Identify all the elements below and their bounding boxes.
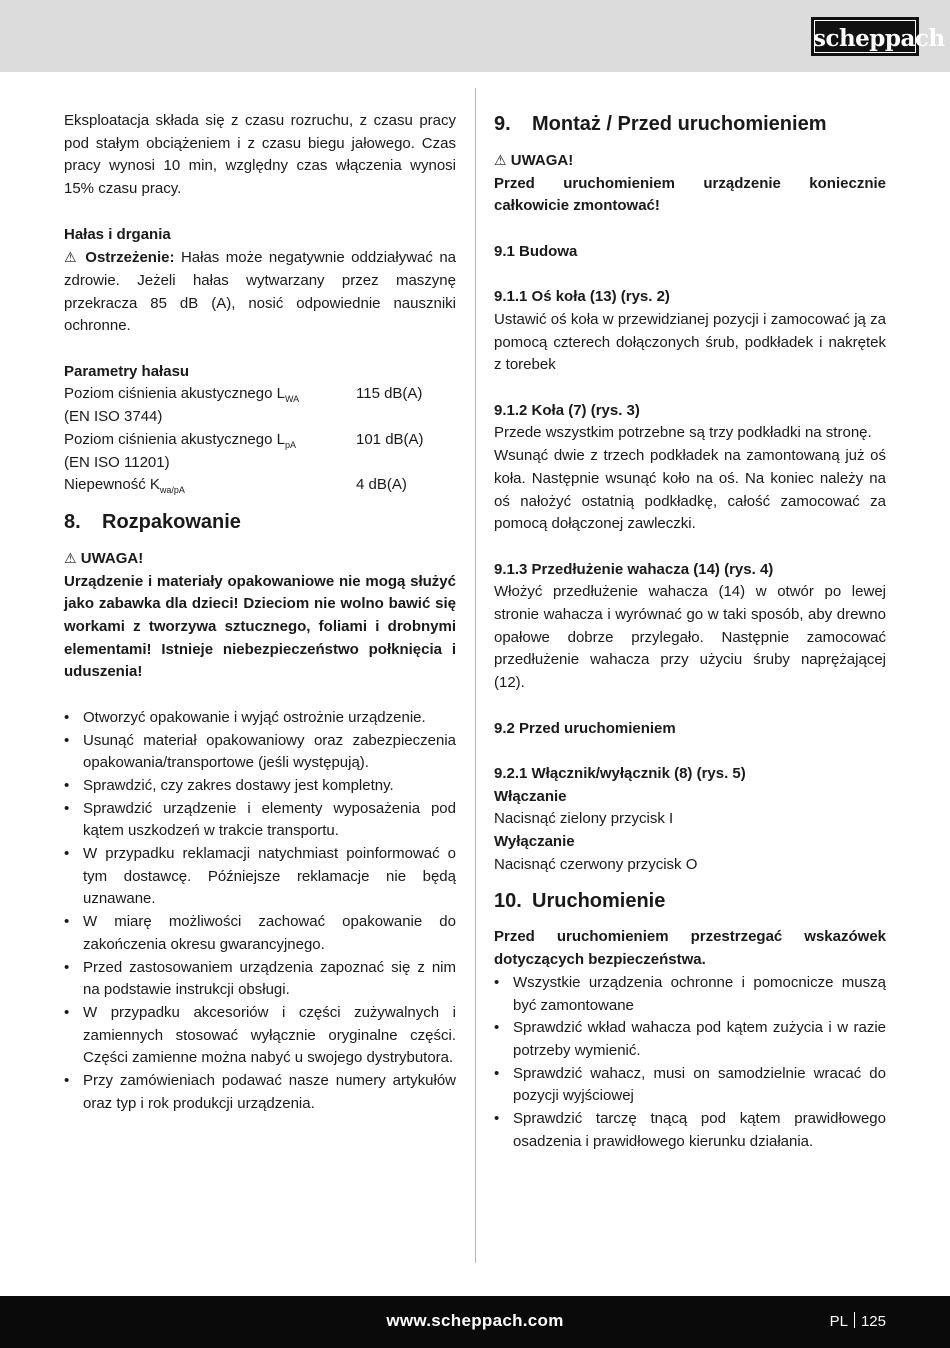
switch-on-text: Nacisnąć zielony przycisk I (494, 810, 674, 828)
param-row (64, 429, 456, 474)
separator (854, 1312, 855, 1328)
param-sub: pA (284, 439, 296, 450)
list-item: • W miarę możliwości zachować opakowanie do zakończenia okresu gwarancyjnego. (64, 911, 456, 956)
intro-paragraph: Eksploatacja składa się z czasu rozruchu, z czasu pracy pod stałym obciążeniem i z czasu biegu jałowego. Czas pracy wynosi 10 min, względny czas włączenia wynosi 15% czasu pracy. (64, 112, 456, 198)
noise-warning-text: Hałas może negatywnie oddziaływać na zdrowie. Jeżeli hałas wytwarzany przez maszynę przekracza 85 dB (A), nosić odpowiednie nauszniki ochronne. (64, 249, 457, 335)
warning-heading: ⚠ UWAGA! (494, 152, 574, 169)
subsection-9-2-1: 9.2.1 Włącznik/wyłącznik (8) (rys. 5) (494, 764, 746, 782)
page-header (0, 0, 950, 72)
page-number: 125 (860, 1313, 886, 1330)
list-item: • Sprawdzić tarczę tnącą pod kątem prawidłowego osadzenia i prawidłowego kierunku działania. (494, 1108, 886, 1153)
subsection-9-1-3-text: Włożyć przedłużenie wahacza (14) w otwór po lewej stronie wahacza i wyrównać go w taki sposób, aby drewno opałowe dobrze przylegało. Następnie zamocować przedłużenie wahacza przy użyciu śruby naprężającej (12). (494, 583, 886, 692)
list-item: • Usunąć materiał opakowaniowy oraz zabezpieczenia opakowania/transportowe (jeśli występują). (64, 730, 456, 775)
noise-heading: Hałas i drgania (64, 225, 171, 243)
subsection-9-1-2-text: Przede wszystkim potrzebne są trzy podkładki na stronę. (494, 424, 872, 442)
list-item: • W przypadku akcesoriów i części zużywalnych i zamiennych stosować wyłącznie oryginalne części. Części zamienne można nabyć u swojego dystrybutora. (64, 1002, 456, 1070)
subsection-9-1: 9.1 Budowa (494, 242, 578, 260)
section-10-heading: 10. Uruchomienie (494, 890, 666, 913)
list-item: • Sprawdzić wkład wahacza pod kątem zużycia i w razie potrzeby wymienić. (494, 1017, 886, 1062)
subsection-9-1-2-text-2: Wsunąć dwie z trzech podkładek na zamontowaną już oś koła. Następnie wsunąć koło na oś. Na koniec należy na oś nałożyć ostatnią podkładkę, całość zamocować za pomocą dołączonej zawleczki. (494, 447, 886, 533)
language-code: PL (829, 1313, 848, 1330)
param-row (64, 474, 456, 497)
startup-list (494, 972, 886, 1154)
noise-warning-label: Ostrzeżenie: (85, 249, 175, 267)
brand-logo: scheppach (811, 17, 919, 56)
param-value: 115 dB(A) (356, 385, 423, 403)
noise-warning (64, 246, 456, 338)
website-link[interactable]: www.scheppach.com (386, 1311, 564, 1330)
right-column (494, 110, 886, 1153)
switch-off-text: Nacisnąć czerwony przycisk O (494, 855, 698, 873)
section-8-heading: 8. Rozpakowanie (64, 510, 241, 533)
section-9-heading: 9. Montaż / Przed uruchomieniem (494, 113, 827, 135)
params-heading: Parametry hałasu (64, 362, 190, 380)
param-label-2: (EN ISO 11201) (64, 453, 170, 471)
param-sub: wa/pA (159, 485, 185, 496)
param-label: Niepewność K (64, 476, 160, 494)
param-row (64, 383, 456, 428)
subsection-9-1-1: 9.1.1 Oś koła (13) (rys. 2) (494, 288, 670, 306)
section-10-intro: Przed uruchomieniem przestrzegać wskazówek dotyczących bezpieczeństwa. (494, 928, 886, 969)
warning-heading: ⚠ UWAGA! (64, 549, 144, 567)
switch-on-label: Włączanie (494, 787, 567, 805)
column-divider (475, 88, 476, 1263)
list-item: • Otworzyć opakowanie i wyjąć ostrożnie urządzenie. (64, 707, 456, 730)
warning-text: Przed uruchomieniem urządzenie koniecznie całkowicie zmontować! (494, 174, 886, 215)
switch-off-label: Wyłączanie (494, 833, 575, 850)
param-value: 101 dB(A) (356, 430, 424, 448)
page-indicator (830, 1311, 886, 1334)
subsection-9-2: 9.2 Przed uruchomieniem (494, 719, 676, 737)
warning-icon: ⚠ (494, 152, 507, 168)
list-item: • Sprawdzić wahacz, musi on samodzielnie wracać do pozycji wyjściowej (494, 1063, 886, 1108)
param-label: Poziom ciśnienia akustycznego L (64, 385, 285, 403)
left-column (64, 110, 456, 1115)
list-item: • Wszystkie urządzenia ochronne i pomocnicze muszą być zamontowane (494, 972, 886, 1017)
unpacking-list (64, 707, 456, 1116)
list-item: • Sprawdzić urządzenie i elementy wyposażenia pod kątem uszkodzeń w trakcie transportu. (64, 798, 456, 843)
list-item: • W przypadku reklamacji natychmiast poinformować o tym dostawcę. Późniejsze reklamacje nie będą uznawane. (64, 843, 456, 911)
subsection-9-1-3: 9.1.3 Przedłużenie wahacza (14) (rys. 4) (494, 560, 774, 578)
warning-icon: ⚠ (64, 549, 77, 566)
param-sub: WA (284, 394, 300, 405)
subsection-9-1-2: 9.1.2 Koła (7) (rys. 3) (494, 401, 640, 419)
warning-text: Urządzenie i materiały opakowaniowe nie mogą służyć jako zabawka dla dzieci! Dzieciom nie wolno bawić się workami z tworzywa sztucznego, foliami i drobnymi elementami! Istnieje niebezpieczeństwo połknięcia i uduszenia! (64, 572, 456, 681)
warning-icon: ⚠ (64, 249, 79, 266)
param-label: Poziom ciśnienia akustycznego L (64, 430, 285, 448)
list-item: • Przed zastosowaniem urządzenia zapoznać się z nim na podstawie instrukcji obsługi. (64, 957, 456, 1002)
param-label-2: (EN ISO 3744) (64, 408, 163, 426)
list-item: • Przy zamówieniach podawać nasze numery artykułów oraz typ i rok produkcji urządzenia. (64, 1070, 456, 1115)
param-value: 4 dB(A) (356, 476, 407, 494)
list-item: • Sprawdzić, czy zakres dostawy jest kompletny. (64, 775, 456, 798)
subsection-9-1-1-text: Ustawić oś koła w przewidzianej pozycji i zamocować ją za pomocą czterech dołączonych śrub, podkładek i nakrętek z torebek (494, 310, 886, 374)
page-footer (0, 1296, 950, 1348)
